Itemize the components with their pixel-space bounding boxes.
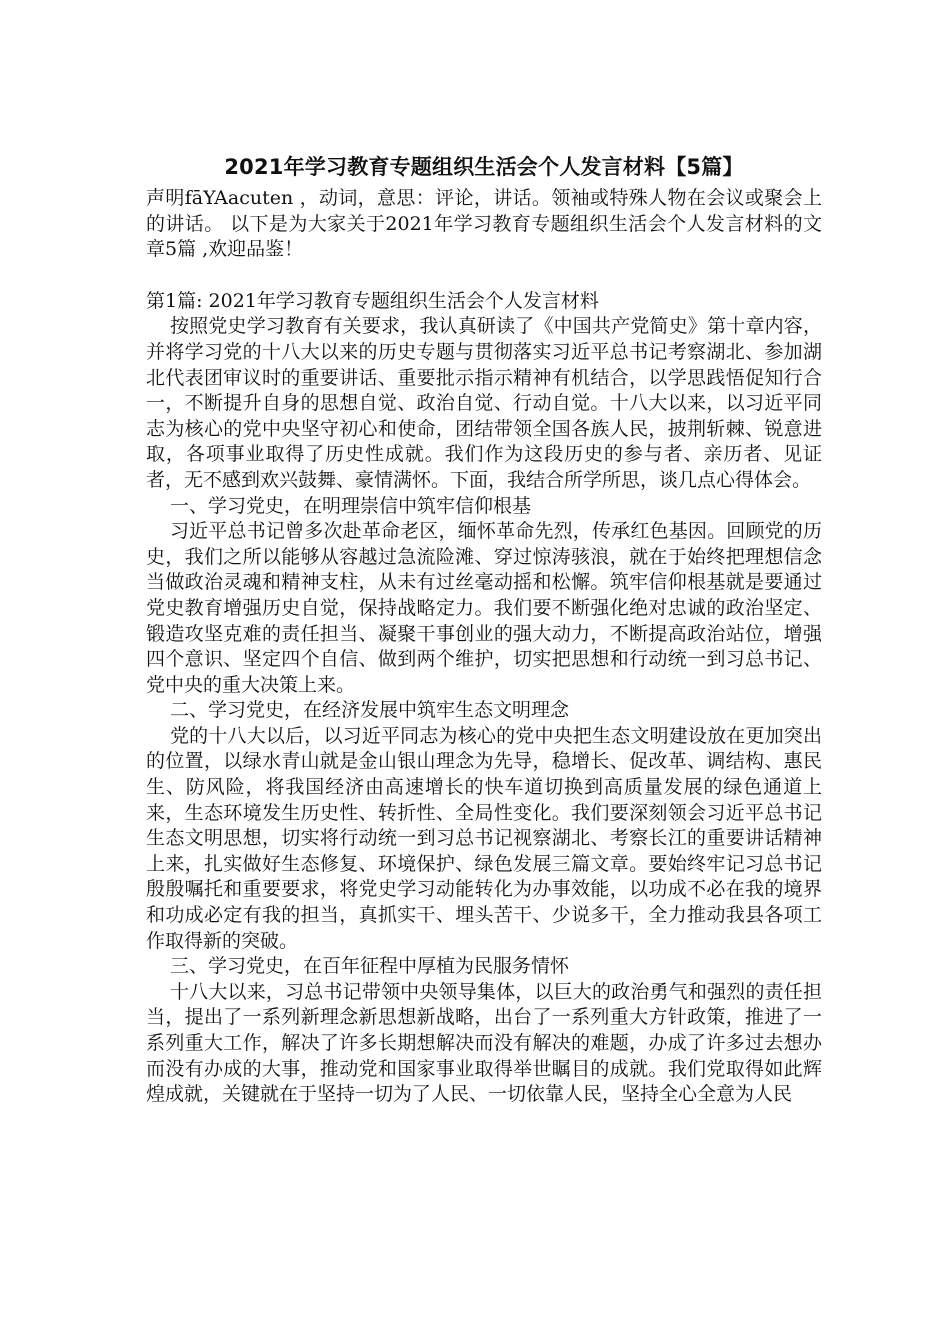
document-page (146, 152, 822, 1108)
section-heading-2: 二、学习党史，在经济发展中筑牢生态文明理念 (170, 699, 570, 722)
body-paragraph: 习近平总书记曾多次赴革命老区，缅怀革命先烈，传承红色基因。回顾党的历史，我们之所以能够从容越过急流险滩、穿过惊涛骇浪，就在于始终把理想信念当做政治灵魂和精神支柱，从未有过丝毫动摇和松懈。筑牢信仰根基就是要通过党史教育增强历史自觉，保持战略定力。我们要不断强化绝对忠诚的政治坚定、锻造攻坚克难的责任担当、凝聚干事创业的强大动力，不断提高政治站位，增强四个意识、坚定四个自信、做到两个维护，切实把思想和行动统一到习总书记、党中央的重大决策上来。 (146, 520, 822, 696)
section-heading-3: 三、学习党史，在百年征程中厚植为民服务情怀 (170, 955, 570, 978)
body-paragraph: 党的十八大以后，以习近平同志为核心的党中央把生态文明建设放在更加突出的位置，以绿水青山就是金山银山理念为先导，稳增长、促改革、调结构、惠民生、防风险，将我国经济由高速增长的快车道切换到高质量发展的绿色通道上来，生态环境发生历史性、转折性、全局性变化。我们要深刻领会习近平总书记生态文明思想，切实将行动统一到习总书记视察湖北、考察长江的重要讲话精神上来，扎实做好生态修复、环境保护、绿色发展三篇文章。要始终牢记习总书记殷殷嘱托和重要要求，将党史学习动能转化为办事效能，以功成不必在我的境界和功成必定有我的担当，真抓实干、埋头苦干、少说多干，全力推动我县各项工作取得新的突破。 (146, 724, 822, 952)
part1-heading: 第1篇: 2021年学习教育专题组织生活会个人发言材料 (146, 289, 599, 312)
intro-paragraph: 声明fāYAacuten ，动词，意思：评论，讲话。领袖或特殊人物在会议或聚会上的讲话。 以下是为大家关于2021年学习教育专题组织生活会个人发言材料的文章5篇 ,欢迎品鉴！ (146, 187, 822, 261)
section-heading-1: 一、学习党史，在明理崇信中筑牢信仰根基 (170, 494, 532, 517)
paragraph-gap (146, 263, 822, 289)
body-paragraph: 按照党史学习教育有关要求，我认真研读了《中国共产党简史》第十章内容，并将学习党的十八大以来的历史专题与贯彻落实习近平总书记考察湖北、参加湖北代表团审议时的重要讲话、重要批示指示精神有机结合，以学思践悟促知行合一，不断提升自身的思想自觉、政治自觉、行动自觉。十八大以来，以习近平同志为核心的党中央坚守初心和使命，团结带领全国各族人民，披荆斩棘、锐意进取，各项事业取得了历史性成就。我们作为这段历史的参与者、亲历者、见证者，无不感到欢兴鼓舞、豪情满怀。下面，我结合所学所思，谈几点心得体会。 (146, 315, 822, 491)
document-title: 2021年学习教育专题组织生活会个人发言材料【5篇】 (224, 155, 744, 179)
body-paragraph: 十八大以来，习总书记带领中央领导集体，以巨大的政治勇气和强烈的责任担当，提出了一系列新理念新思想新战略，出台了一系列重大方针政策，推进了一系列重大工作，解决了许多长期想解决而没有解决的难题，办成了许多过去想办而没有办成的大事，推动党和国家事业取得举世瞩目的成就。我们党取得如此辉煌成就，关键就在于坚持一切为了人民、一切依靠人民，坚持全心全意为人民 (146, 980, 822, 1106)
